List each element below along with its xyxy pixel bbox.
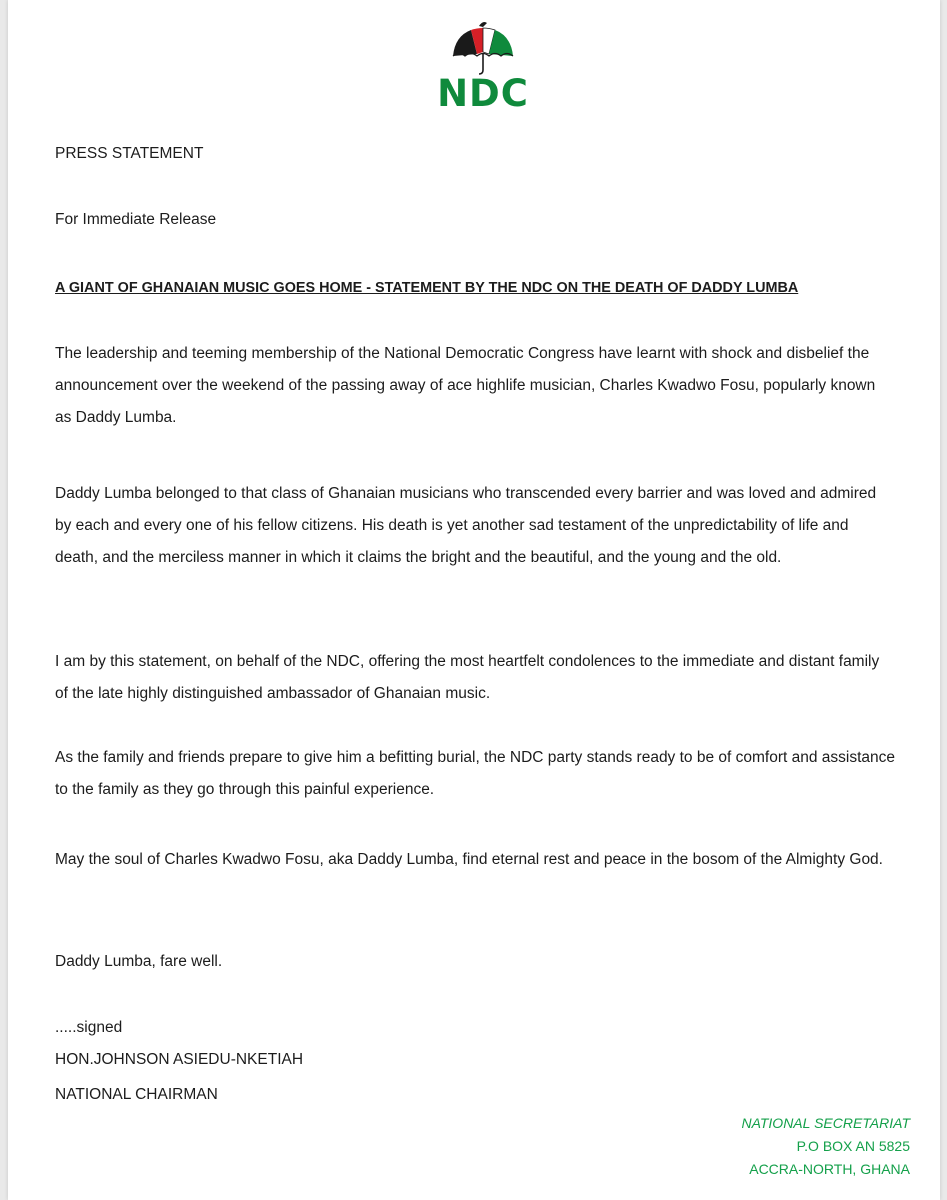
release-notice: For Immediate Release [55, 211, 217, 228]
paragraph-3: I am by this statement, on behalf of the NDC, offering the most heartfelt condolences to the immediate and distant family of the late highly distinguished ambassador of Ghanaian music. [55, 653, 880, 702]
logo-text: NDC [437, 72, 529, 115]
statement-label: PRESS STATEMENT [55, 145, 204, 162]
secretariat-po-box: P.O BOX AN 5825 [796, 1138, 910, 1154]
signatory-title: NATIONAL CHAIRMAN [55, 1086, 218, 1103]
signatory-name: HON.JOHNSON ASIEDU-NKETIAH [55, 1051, 304, 1068]
signed-line: .....signed [55, 1019, 123, 1036]
paragraph-4: As the family and friends prepare to give him a befitting burial, the NDC party stands ready to be of comfort and assistance to the family as they go through this painful experience. [55, 749, 896, 798]
umbrella-icon [433, 18, 533, 78]
paragraph-2: Daddy Lumba belonged to that class of Ghanaian musicians who transcended every barrier and was loved and admired by each and every one of his fellow citizens. His death is yet another sad testament of the unpredictability of life and death, and the merciless manner in which it claims the bright and the beautiful, and the young and the old. [55, 485, 877, 566]
secretariat-name: NATIONAL SECRETARIAT [741, 1115, 910, 1131]
press-statement-page [8, 0, 940, 1200]
ndc-logo [433, 18, 533, 118]
headline: A GIANT OF GHANAIAN MUSIC GOES HOME - STATEMENT BY THE NDC ON THE DEATH OF DADDY LUMBA [55, 280, 799, 296]
farewell-line: Daddy Lumba, fare well. [55, 953, 223, 970]
secretariat-city: ACCRA-NORTH, GHANA [749, 1161, 910, 1177]
secretariat-address [741, 1112, 910, 1181]
paragraph-1: The leadership and teeming membership of the National Democratic Congress have learnt with shock and disbelief the announcement over the weekend of the passing away of ace highlife musician, Charles Kwadwo Fosu, popularly known as Daddy Lumba. [55, 345, 876, 426]
paragraph-5: May the soul of Charles Kwadwo Fosu, aka Daddy Lumba, find eternal rest and peace in the bosom of the Almighty God. [55, 851, 883, 868]
